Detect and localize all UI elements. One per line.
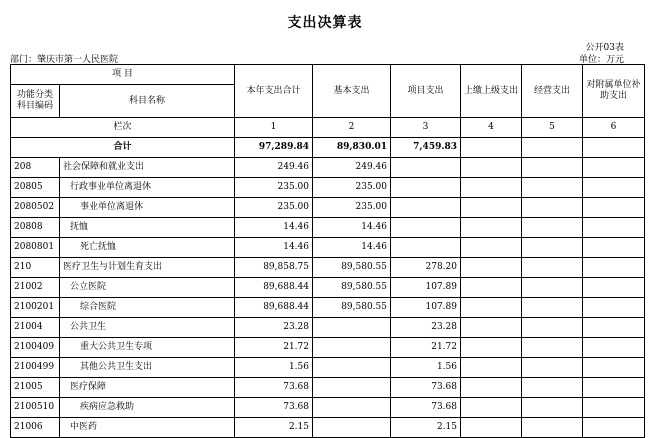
row-subject-name: 医疗保障 [60, 378, 235, 398]
col-number: 3 [391, 118, 461, 138]
row-value: 23.28 [391, 318, 461, 338]
col-number: 1 [235, 118, 313, 138]
row-value: 73.68 [235, 378, 313, 398]
row-value [461, 178, 522, 198]
table-row [11, 218, 645, 238]
row-code: 208 [11, 158, 60, 178]
row-value [461, 418, 522, 438]
table-row [11, 238, 645, 258]
row-value: 107.89 [391, 278, 461, 298]
header-col-5: 经营支出 [522, 65, 583, 118]
header-row-index [11, 118, 645, 138]
row-value [583, 158, 645, 178]
row-value [583, 278, 645, 298]
row-value [583, 358, 645, 378]
table-row [11, 418, 645, 438]
col-number: 2 [313, 118, 391, 138]
row-code: 21005 [11, 378, 60, 398]
row-value [583, 178, 645, 198]
header-col-1: 本年支出合计 [235, 65, 313, 118]
row-subject-name: 综合医院 [60, 298, 235, 318]
table-row [11, 158, 645, 178]
row-value: 2.15 [391, 418, 461, 438]
row-code: 2080801 [11, 238, 60, 258]
row-value [583, 258, 645, 278]
row-value: 89,580.55 [313, 258, 391, 278]
row-value [522, 218, 583, 238]
row-value [461, 158, 522, 178]
row-subject-name: 公共卫生 [60, 318, 235, 338]
row-value [391, 218, 461, 238]
form-code: 公开03表 [585, 43, 624, 53]
row-value: 73.68 [235, 398, 313, 418]
row-value: 23.28 [235, 318, 313, 338]
row-value: 235.00 [235, 178, 313, 198]
col-number: 6 [583, 118, 645, 138]
row-value [522, 358, 583, 378]
row-value: 249.46 [313, 158, 391, 178]
row-value [583, 338, 645, 358]
row-code: 20808 [11, 218, 60, 238]
row-code: 210 [11, 258, 60, 278]
row-value [461, 218, 522, 238]
expenditure-table [10, 64, 645, 438]
table-row [11, 398, 645, 418]
row-value: 89,580.55 [313, 278, 391, 298]
row-value [391, 158, 461, 178]
total-value [461, 138, 522, 158]
row-code: 2100201 [11, 298, 60, 318]
total-label: 合计 [11, 138, 235, 158]
row-subject-name: 社会保障和就业支出 [60, 158, 235, 178]
row-subject-name: 公立医院 [60, 278, 235, 298]
row-value [522, 238, 583, 258]
row-value [313, 378, 391, 398]
row-value: 89,580.55 [313, 298, 391, 318]
row-value [522, 338, 583, 358]
row-value: 235.00 [235, 198, 313, 218]
row-subject-name: 重大公共卫生专项 [60, 338, 235, 358]
header-project: 项 目 [11, 65, 235, 85]
row-value: 14.46 [235, 218, 313, 238]
header-col-6: 对附属单位补助支出 [583, 65, 645, 118]
total-value [583, 138, 645, 158]
row-value [461, 358, 522, 378]
row-value: 21.72 [235, 338, 313, 358]
row-value [522, 198, 583, 218]
row-value [461, 338, 522, 358]
row-value [583, 298, 645, 318]
col-number: 5 [522, 118, 583, 138]
header-col-4: 上缴上级支出 [461, 65, 522, 118]
row-value: 14.46 [235, 238, 313, 258]
row-value [461, 258, 522, 278]
row-code: 21004 [11, 318, 60, 338]
row-value: 249.46 [235, 158, 313, 178]
unit-label: 单位：万元 [578, 55, 624, 65]
row-value [461, 198, 522, 218]
table-row [11, 338, 645, 358]
row-subject-name: 其他公共卫生支出 [60, 358, 235, 378]
row-value [391, 238, 461, 258]
total-value: 89,830.01 [313, 138, 391, 158]
row-value [583, 318, 645, 338]
department-label: 部门：肇庆市第一人民医院 [10, 55, 119, 65]
row-value [522, 318, 583, 338]
row-code: 2080502 [11, 198, 60, 218]
row-subject-name: 医疗卫生与计划生育支出 [60, 258, 235, 278]
row-value [313, 398, 391, 418]
row-value: 89,688.44 [235, 298, 313, 318]
table-row [11, 318, 645, 338]
row-code: 2100499 [11, 358, 60, 378]
row-value [583, 198, 645, 218]
row-value [461, 378, 522, 398]
row-value [583, 378, 645, 398]
row-value: 235.00 [313, 198, 391, 218]
row-value: 1.56 [235, 358, 313, 378]
row-value: 73.68 [391, 398, 461, 418]
row-value [522, 178, 583, 198]
row-value [313, 318, 391, 338]
table-row [11, 358, 645, 378]
table-row [11, 378, 645, 398]
row-subject-name: 死亡抚恤 [60, 238, 235, 258]
row-value: 89,688.44 [235, 278, 313, 298]
header-col-3: 项目支出 [391, 65, 461, 118]
row-value: 14.46 [313, 238, 391, 258]
table-row [11, 258, 645, 278]
row-value [522, 418, 583, 438]
total-value: 97,289.84 [235, 138, 313, 158]
row-value [461, 398, 522, 418]
row-value [522, 278, 583, 298]
row-value [522, 298, 583, 318]
col-number: 4 [461, 118, 522, 138]
header-col-2: 基本支出 [313, 65, 391, 118]
row-code: 2100409 [11, 338, 60, 358]
row-value: 73.68 [391, 378, 461, 398]
table-row [11, 198, 645, 218]
row-subject-name: 行政事业单位离退休 [60, 178, 235, 198]
total-value: 7,459.83 [391, 138, 461, 158]
row-value [313, 358, 391, 378]
row-value: 235.00 [313, 178, 391, 198]
row-value [461, 298, 522, 318]
header-subject-name: 科目名称 [60, 85, 235, 118]
row-value [522, 158, 583, 178]
table-row [11, 298, 645, 318]
total-row [11, 138, 645, 158]
col-index-label: 栏次 [11, 118, 235, 138]
row-value [391, 178, 461, 198]
row-value [583, 238, 645, 258]
row-value: 2.15 [235, 418, 313, 438]
row-value [522, 398, 583, 418]
table-body [11, 138, 645, 438]
total-value [522, 138, 583, 158]
page-title: 支出决算表 [287, 15, 363, 31]
row-value: 278.20 [391, 258, 461, 278]
row-value [391, 198, 461, 218]
row-value [583, 398, 645, 418]
row-code: 20805 [11, 178, 60, 198]
row-code: 2100510 [11, 398, 60, 418]
table-row [11, 278, 645, 298]
row-value [583, 418, 645, 438]
table-row [11, 178, 645, 198]
row-value: 107.89 [391, 298, 461, 318]
row-value: 1.56 [391, 358, 461, 378]
row-value [461, 318, 522, 338]
row-subject-name: 事业单位离退休 [60, 198, 235, 218]
header-func-class: 功能分类科目编码 [11, 85, 60, 118]
row-value: 21.72 [391, 338, 461, 358]
row-value [313, 338, 391, 358]
row-value [583, 218, 645, 238]
row-subject-name: 疾病应急救助 [60, 398, 235, 418]
row-value [461, 278, 522, 298]
row-code: 21006 [11, 418, 60, 438]
row-value [522, 258, 583, 278]
row-subject-name: 中医药 [60, 418, 235, 438]
row-value: 14.46 [313, 218, 391, 238]
row-subject-name: 抚恤 [60, 218, 235, 238]
row-value [461, 238, 522, 258]
header-row-project [11, 65, 645, 85]
row-value: 89,858.75 [235, 258, 313, 278]
row-code: 21002 [11, 278, 60, 298]
row-value [522, 378, 583, 398]
row-value [313, 418, 391, 438]
